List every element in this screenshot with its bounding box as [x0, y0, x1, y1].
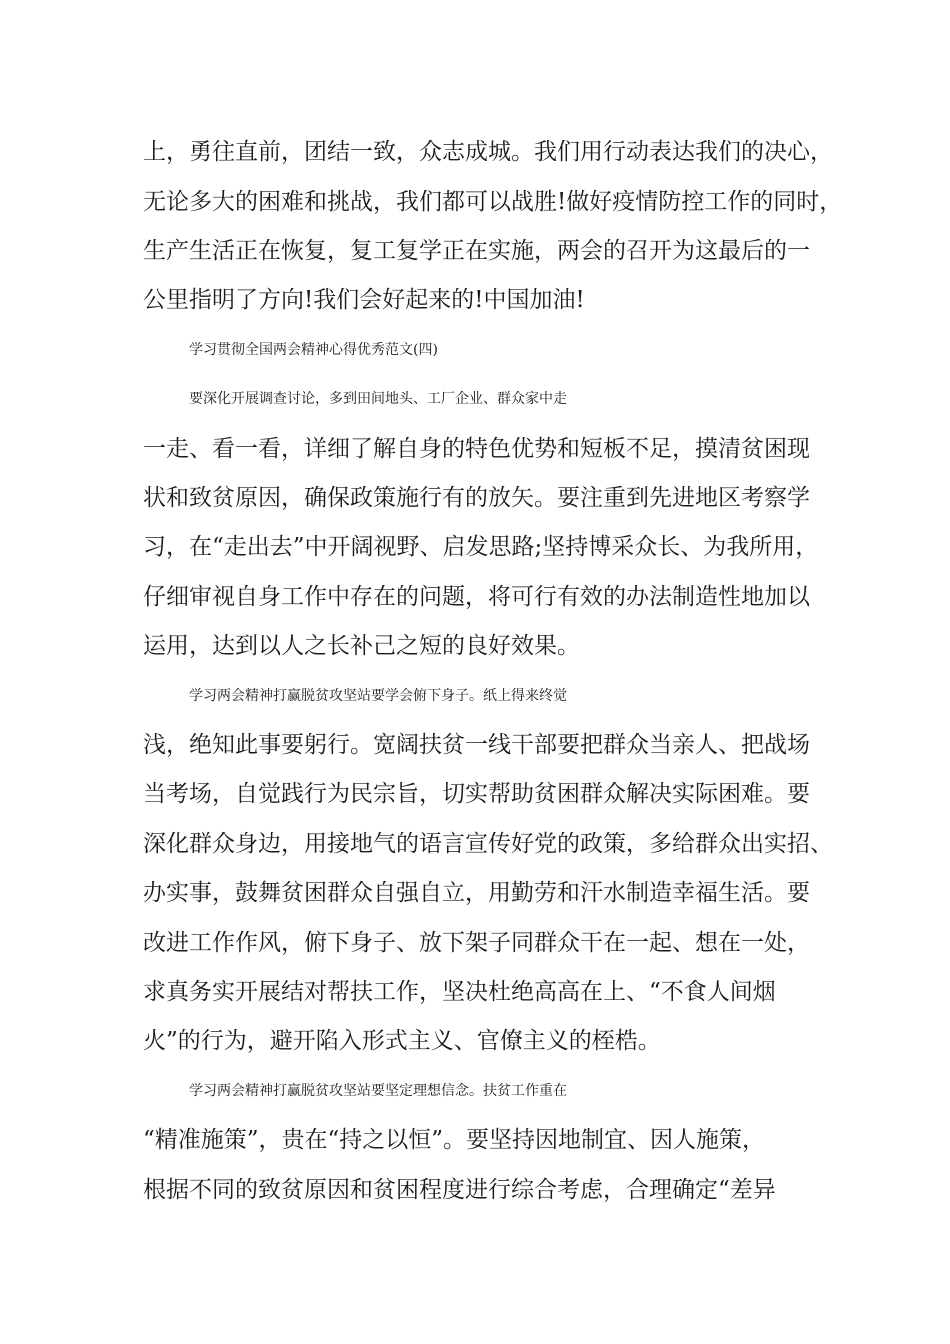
text-line: 状和致贫原因，确保政策施行有的放矢。要注重到先进地区考察学 [143, 485, 810, 511]
text-line: 学习两会精神打赢脱贫攻坚站要学会俯下身子。纸上得来终觉 [189, 688, 567, 704]
text-line: 深化群众身边，用接地气的语言宣传好党的政策，多给群众出实招、 [143, 831, 833, 857]
text-line: 仔细审视自身工作中存在的问题，将可行有效的办法制造性地加以 [143, 584, 810, 610]
text-line: 公里指明了方向!我们会好起来的!中国加油! [143, 287, 585, 313]
text-line: 改进工作作风，俯下身子、放下架子同群众干在一起、想在一处， [143, 930, 810, 956]
text-line: 当考场，自觉践行为民宗旨，切实帮助贫困群众解决实际困难。要 [143, 781, 810, 807]
text-line: 要深化开展调查讨论，多到田间地头、工厂企业、群众家中走 [189, 391, 567, 407]
text-line: 生产生活正在恢复，复工复学正在实施，两会的召开为这最后的一 [143, 238, 810, 264]
text-line: “精准施策”，贵在“持之以恒”。要坚持因地制宜、因人施策， [143, 1127, 766, 1153]
text-line: 习，在“走出去”中开阔视野、启发思路;坚持博采众长、为我所用， [143, 534, 819, 560]
text-line: 运用，达到以人之长补己之短的良好效果。 [143, 633, 580, 659]
text-line: 无论多大的困难和挑战，我们都可以战胜!做好疫情防控工作的同时， [143, 189, 843, 215]
text-line: 求真务实开展结对帮扶工作，坚决杜绝高高在上、“不食人间烟 [143, 979, 776, 1005]
text-line: 根据不同的致贫原因和贫困程度进行综合考虑，合理确定“差异 [143, 1177, 776, 1203]
text-line: 浅，绝知此事要躬行。宽阔扶贫一线干部要把群众当亲人、把战场 [143, 732, 810, 758]
text-line: 办实事，鼓舞贫困群众自强自立，用勤劳和汗水制造幸福生活。要 [143, 880, 810, 906]
text-line: 上，勇往直前，团结一致，众志成城。我们用行动表达我们的决心， [143, 139, 833, 165]
text-line: 一走、看一看，详细了解自身的特色优势和短板不足，摸清贫困现 [143, 436, 810, 462]
text-line: 学习两会精神打赢脱贫攻坚站要坚定理想信念。扶贫工作重在 [189, 1083, 567, 1099]
text-line: 火”的行为，避开陷入形式主义、官僚主义的桎梏。 [143, 1028, 661, 1054]
section-heading: 学习贯彻全国两会精神心得优秀范文(四) [189, 342, 438, 358]
